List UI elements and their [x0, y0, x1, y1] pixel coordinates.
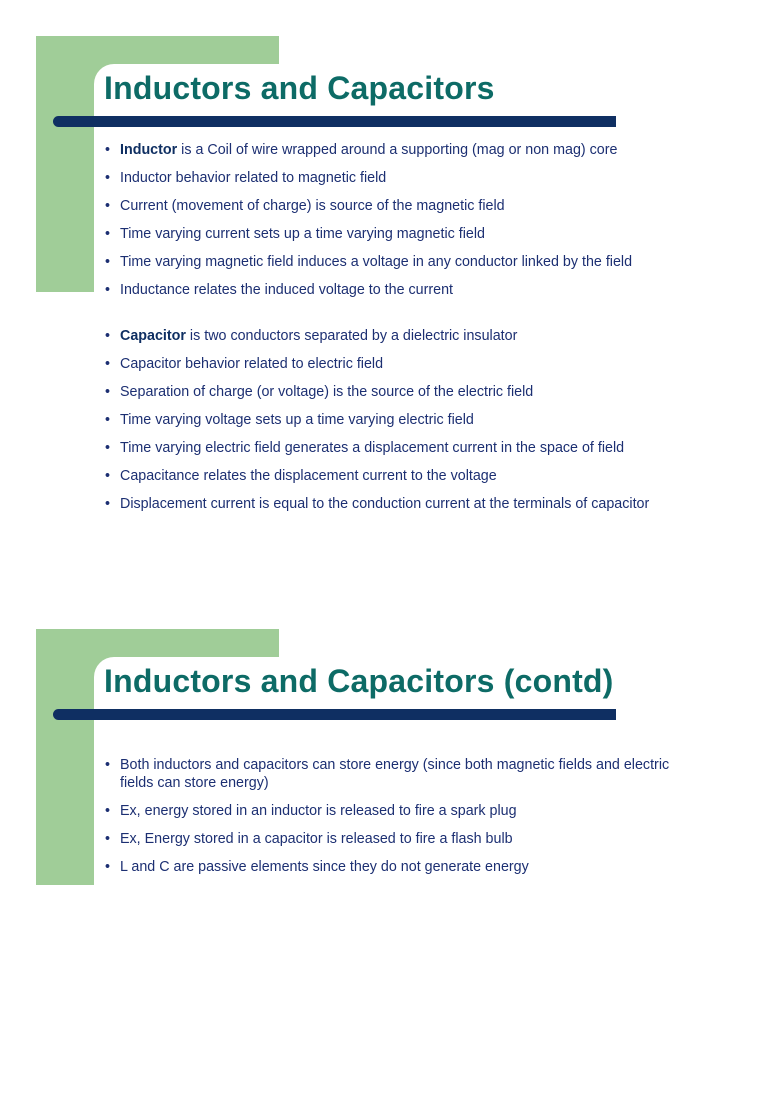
bullet-list [104, 141, 704, 523]
bullet-item [104, 439, 704, 457]
bullet-item [104, 197, 704, 215]
title-underline [53, 709, 616, 720]
bullet-text: Current (movement of charge) is source of the magnetic field [120, 198, 505, 214]
slide-title: Inductors and Capacitors (contd) [104, 663, 614, 699]
bullet-text: Time varying current sets up a time varying magnetic field [120, 226, 485, 242]
bullet-item [104, 141, 704, 159]
accent-bar-left [36, 629, 94, 885]
bullet-text: Displacement current is equal to the conduction current at the terminals of capacitor [120, 496, 650, 512]
bullet-term: Inductor [120, 142, 178, 158]
bullet-text: Capacitance relates the displacement current to the voltage [120, 468, 497, 484]
slide-1 [0, 0, 768, 512]
bullet-item [104, 355, 704, 373]
bullet-text: Ex, Energy stored in a capacitor is released to fire a flash bulb [120, 831, 513, 847]
bullet-item [104, 858, 674, 876]
bullet-text: Both inductors and capacitors can store energy (since both magnetic fields and electric fields can store energy) [120, 757, 670, 791]
slide-2 [0, 593, 768, 1105]
bullet-text: is two conductors separated by a dielectric insulator [185, 328, 518, 344]
bullet-text: Ex, energy stored in an inductor is released to fire a spark plug [120, 803, 517, 819]
bullet-item [104, 830, 674, 848]
bullet-item [104, 225, 704, 243]
bullet-list [104, 756, 674, 886]
bullet-item [104, 383, 704, 401]
bullet-text: L and C are passive elements since they do not generate energy [120, 859, 529, 875]
bullet-text: Time varying magnetic field induces a voltage in any conductor linked by the field [120, 254, 633, 270]
bullet-item [104, 327, 704, 345]
bullet-term: Capacitor [120, 328, 186, 344]
bullet-text: is a Coil of wire wrapped around a supporting (mag or non mag) core [177, 142, 618, 158]
bullet-item [104, 281, 704, 299]
bullet-text: Time varying electric field generates a displacement current in the space of field [120, 440, 625, 456]
bullet-item [104, 756, 674, 792]
bullet-item [104, 169, 704, 187]
bullet-item [104, 411, 704, 429]
bullet-item [104, 495, 704, 513]
bullet-item [104, 802, 674, 820]
bullet-text: Inductor behavior related to magnetic field [120, 170, 387, 186]
bullet-item [104, 467, 704, 485]
bullet-text: Inductance relates the induced voltage to the current [120, 282, 454, 298]
bullet-item [104, 253, 704, 271]
bullet-text: Time varying voltage sets up a time varying electric field [120, 412, 474, 428]
bullet-text: Separation of charge (or voltage) is the source of the electric field [120, 384, 534, 400]
slide-title: Inductors and Capacitors [104, 70, 495, 106]
title-underline [53, 116, 616, 127]
accent-bar-left [36, 36, 94, 292]
bullet-text: Capacitor behavior related to electric field [120, 356, 384, 372]
